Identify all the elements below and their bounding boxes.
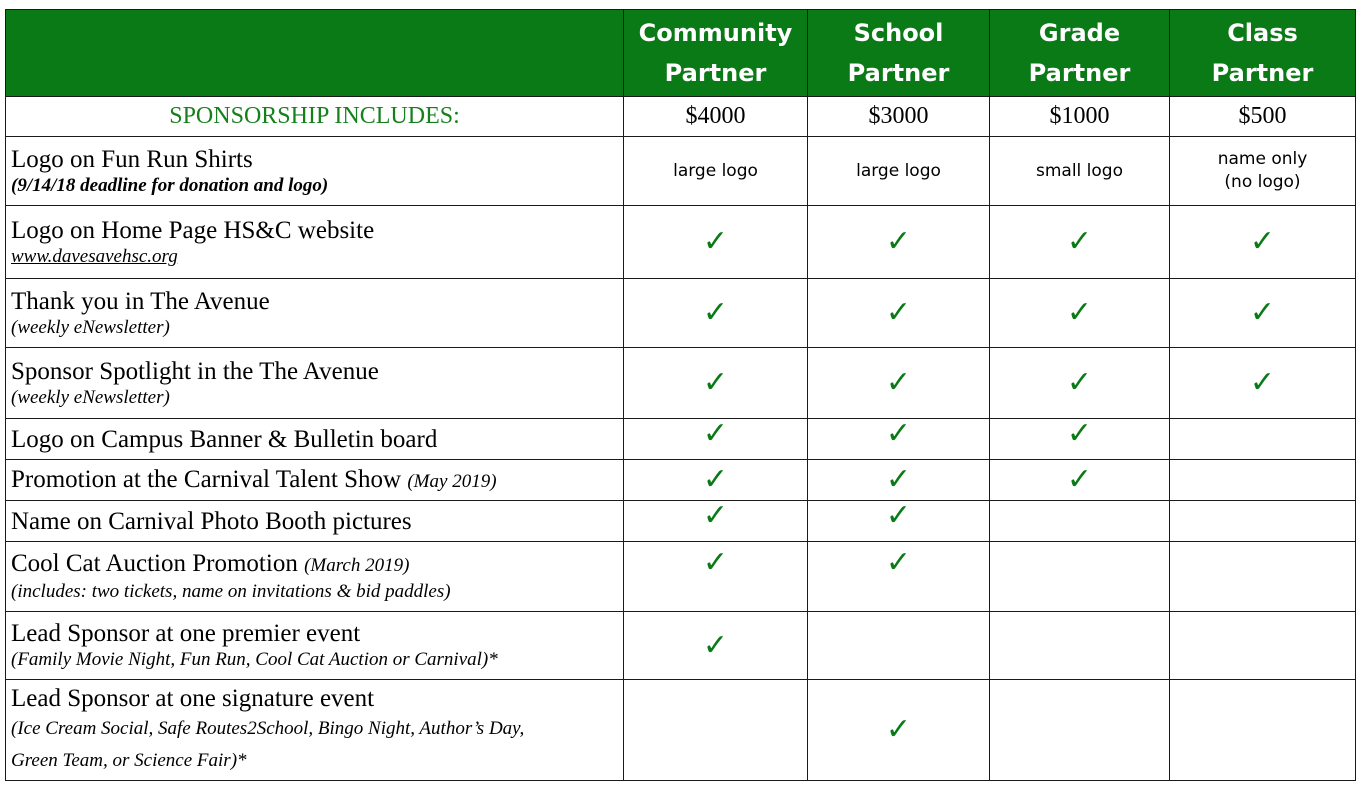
benefit-value bbox=[1170, 460, 1356, 501]
benefit-value bbox=[624, 279, 808, 348]
benefit-note: (weekly eNewsletter) bbox=[11, 386, 170, 408]
table-row bbox=[6, 501, 1356, 542]
benefit-value bbox=[1170, 137, 1356, 206]
benefit-value bbox=[808, 680, 990, 781]
benefit-value bbox=[1170, 206, 1356, 279]
benefit-value bbox=[990, 501, 1170, 542]
benefit-cell bbox=[6, 501, 624, 542]
sponsorship-table bbox=[5, 9, 1356, 781]
benefit-title: Logo on Campus Banner & Bulletin board bbox=[11, 425, 438, 453]
table-row bbox=[6, 137, 1356, 206]
tier-header-community bbox=[624, 10, 808, 97]
benefit-value bbox=[808, 137, 990, 206]
benefit-title: Cool Cat Auction Promotion bbox=[11, 550, 298, 577]
benefit-value bbox=[990, 680, 1170, 781]
benefit-value bbox=[808, 279, 990, 348]
website-link[interactable]: www.davesavehsc.org bbox=[11, 245, 178, 267]
checkmark-icon: ✓ bbox=[1066, 365, 1093, 400]
benefit-value bbox=[624, 612, 808, 680]
benefit-date: (May 2019) bbox=[407, 470, 497, 492]
benefit-cell bbox=[6, 279, 624, 348]
benefit-value bbox=[990, 460, 1170, 501]
benefit-value bbox=[808, 542, 990, 612]
table-row bbox=[6, 419, 1356, 460]
benefit-value bbox=[1170, 542, 1356, 612]
benefit-value bbox=[1170, 501, 1356, 542]
table-row bbox=[6, 542, 1356, 612]
tier-header-school bbox=[808, 10, 990, 97]
tier-header-grade bbox=[990, 10, 1170, 97]
benefit-note: (includes: two tickets, name on invitations & bid paddles) bbox=[11, 581, 451, 602]
table-row bbox=[6, 348, 1356, 419]
table-row bbox=[6, 206, 1356, 279]
table-row bbox=[6, 612, 1356, 680]
benefit-title: Lead Sponsor at one premier event bbox=[11, 620, 361, 647]
benefit-note: (Family Movie Night, Fun Run, Cool Cat Auction or Carnival)* bbox=[11, 649, 498, 670]
benefit-value bbox=[990, 419, 1170, 460]
header-blank-cell bbox=[6, 10, 624, 97]
benefit-value bbox=[624, 206, 808, 279]
checkmark-icon: ✓ bbox=[702, 462, 729, 497]
benefit-value bbox=[808, 612, 990, 680]
checkmark-icon: ✓ bbox=[885, 224, 912, 259]
benefit-value bbox=[990, 348, 1170, 419]
benefit-value bbox=[990, 137, 1170, 206]
sponsorship-includes-label: SPONSORSHIP INCLUDES: bbox=[6, 97, 624, 137]
checkmark-icon: ✓ bbox=[885, 545, 912, 580]
checkmark-icon: ✓ bbox=[885, 500, 912, 533]
benefit-value bbox=[624, 348, 808, 419]
benefit-value bbox=[624, 501, 808, 542]
benefit-cell bbox=[6, 542, 624, 612]
price-school: $3000 bbox=[808, 97, 990, 137]
benefit-value bbox=[1170, 348, 1356, 419]
benefit-title: Logo on Home Page HS&C website bbox=[11, 216, 375, 244]
benefit-title: Lead Sponsor at one signature event bbox=[11, 684, 375, 712]
checkmark-icon: ✓ bbox=[702, 418, 729, 451]
tier-name: Class bbox=[1227, 19, 1298, 47]
benefit-value bbox=[990, 279, 1170, 348]
checkmark-icon: ✓ bbox=[702, 627, 729, 663]
checkmark-icon: ✓ bbox=[885, 418, 912, 451]
benefit-value bbox=[808, 419, 990, 460]
benefit-cell bbox=[6, 612, 624, 680]
checkmark-icon: ✓ bbox=[1066, 295, 1093, 330]
checkmark-icon: ✓ bbox=[885, 462, 912, 497]
checkmark-icon: ✓ bbox=[885, 295, 912, 330]
benefit-value-text: large logo bbox=[856, 160, 941, 181]
tier-header-class bbox=[1170, 10, 1356, 97]
benefit-title: Sponsor Spotlight in the The Avenue bbox=[11, 357, 379, 385]
benefit-cell bbox=[6, 348, 624, 419]
tier-header-row bbox=[6, 10, 1356, 97]
benefit-value bbox=[1170, 279, 1356, 348]
benefit-value bbox=[1170, 680, 1356, 781]
checkmark-icon: ✓ bbox=[1249, 365, 1276, 400]
benefit-value bbox=[990, 206, 1170, 279]
table-row bbox=[6, 680, 1356, 781]
benefit-cell bbox=[6, 680, 624, 781]
benefit-cell bbox=[6, 137, 624, 206]
checkmark-icon: ✓ bbox=[1249, 224, 1276, 259]
benefit-value bbox=[808, 348, 990, 419]
benefit-cell bbox=[6, 460, 624, 501]
benefit-value bbox=[808, 501, 990, 542]
tier-type: Partner bbox=[847, 59, 950, 87]
benefit-title: Promotion at the Carnival Talent Show bbox=[11, 465, 402, 493]
benefit-value bbox=[624, 460, 808, 501]
benefit-note: (weekly eNewsletter) bbox=[11, 316, 170, 338]
benefit-value-text: small logo bbox=[1035, 160, 1123, 181]
checkmark-icon: ✓ bbox=[885, 365, 912, 400]
tier-name: Community bbox=[638, 19, 793, 47]
tier-name: School bbox=[853, 19, 944, 47]
benefit-note-continued: Green Team, or Science Fair)* bbox=[11, 749, 247, 771]
benefit-value bbox=[1170, 612, 1356, 680]
benefit-value bbox=[808, 206, 990, 279]
checkmark-icon: ✓ bbox=[1066, 418, 1093, 451]
tier-type: Partner bbox=[1211, 59, 1314, 87]
price-community: $4000 bbox=[624, 97, 808, 137]
table-row bbox=[6, 460, 1356, 501]
checkmark-icon: ✓ bbox=[702, 500, 729, 533]
benefit-value bbox=[990, 612, 1170, 680]
benefit-value bbox=[624, 137, 808, 206]
benefit-value-text: large logo bbox=[673, 160, 758, 181]
benefit-cell bbox=[6, 419, 624, 460]
benefit-value bbox=[1170, 419, 1356, 460]
checkmark-icon: ✓ bbox=[702, 365, 729, 400]
price-grade: $1000 bbox=[990, 97, 1170, 137]
benefit-title: Name on Carnival Photo Booth pictures bbox=[11, 507, 412, 535]
tier-type: Partner bbox=[664, 59, 767, 87]
checkmark-icon: ✓ bbox=[702, 295, 729, 330]
table-row bbox=[6, 279, 1356, 348]
checkmark-icon: ✓ bbox=[702, 545, 729, 580]
benefit-value bbox=[624, 680, 808, 781]
benefit-value bbox=[808, 460, 990, 501]
price-row bbox=[6, 97, 1356, 137]
checkmark-icon: ✓ bbox=[1066, 224, 1093, 259]
price-class: $500 bbox=[1170, 97, 1356, 137]
benefit-date: (March 2019) bbox=[304, 555, 410, 576]
benefit-note: (9/14/18 deadline for donation and logo) bbox=[11, 174, 329, 196]
checkmark-icon: ✓ bbox=[1066, 462, 1093, 497]
benefit-value bbox=[624, 542, 808, 612]
tier-type: Partner bbox=[1028, 59, 1131, 87]
benefit-cell bbox=[6, 206, 624, 279]
benefit-value bbox=[624, 419, 808, 460]
benefit-title: Thank you in The Avenue bbox=[11, 287, 270, 315]
checkmark-icon: ✓ bbox=[1249, 295, 1276, 330]
tier-name: Grade bbox=[1038, 19, 1121, 47]
benefit-note: (Ice Cream Social, Safe Routes2School, Bingo Night, Author’s Day, bbox=[11, 717, 525, 739]
benefit-title: Logo on Fun Run Shirts bbox=[11, 145, 253, 173]
checkmark-icon: ✓ bbox=[702, 224, 729, 259]
benefit-value bbox=[990, 542, 1170, 612]
checkmark-icon: ✓ bbox=[885, 712, 912, 747]
benefit-value-text: name only (no logo) bbox=[1217, 149, 1308, 192]
